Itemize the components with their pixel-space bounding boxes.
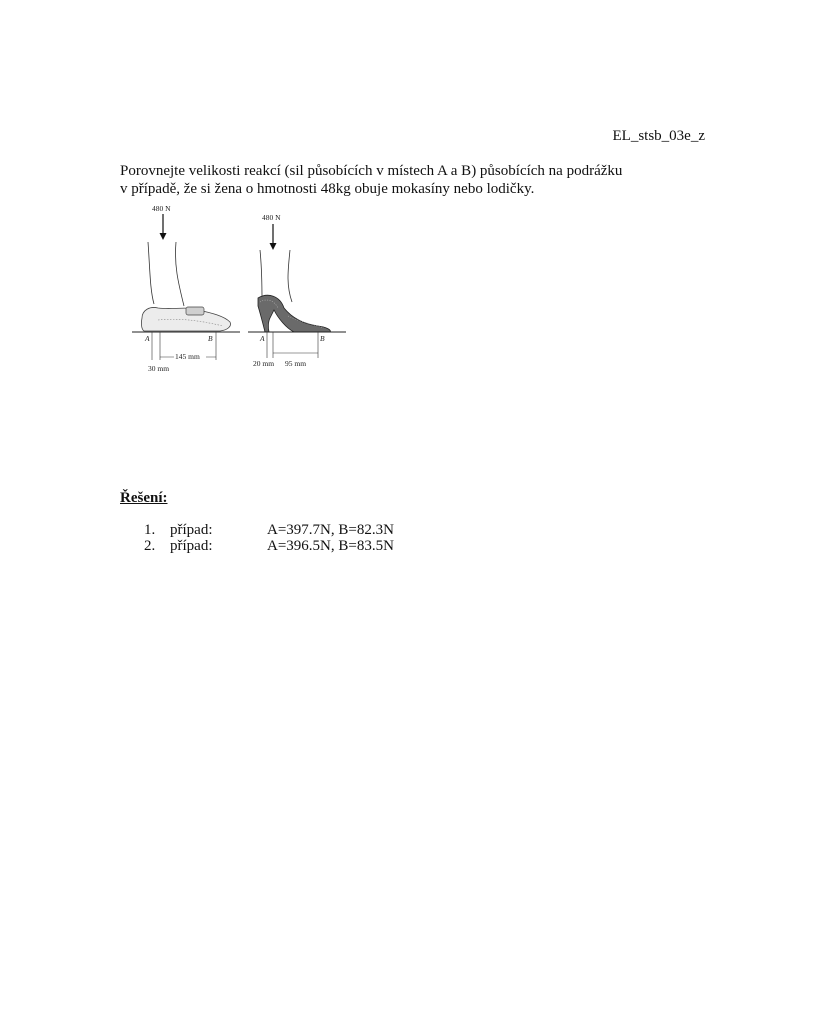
left-force-arrowhead bbox=[160, 233, 167, 240]
right-force-label: 480 N bbox=[262, 213, 281, 222]
right-force-arrowhead bbox=[270, 243, 277, 250]
result-item bbox=[144, 522, 394, 538]
left-point-b: B bbox=[208, 334, 213, 343]
pump-drawing bbox=[248, 213, 346, 368]
task-text bbox=[120, 162, 720, 198]
loafer-strap bbox=[186, 307, 204, 315]
result-case: případ: bbox=[170, 522, 213, 538]
shoe-diagram bbox=[128, 200, 368, 380]
left-point-a: A bbox=[145, 334, 150, 343]
document-id: EL_stsb_03e_z bbox=[612, 128, 705, 144]
right-point-a: A bbox=[260, 334, 265, 343]
shoe-figure bbox=[128, 200, 368, 380]
left-dim-short: 30 mm bbox=[148, 364, 170, 373]
task-line-1: Porovnejte velikosti reakcí (sil působících v místech A a B) působících na podrážku bbox=[120, 163, 623, 179]
result-value: A=396.5N, B=83.5N bbox=[267, 538, 394, 554]
result-number: 2. bbox=[144, 538, 156, 554]
right-dim-long: 95 mm bbox=[285, 359, 307, 368]
result-case: případ: bbox=[170, 538, 213, 554]
solution-heading: Řešení: bbox=[120, 490, 168, 506]
results-list bbox=[144, 522, 394, 554]
left-dim-long: 145 mm bbox=[175, 352, 200, 361]
result-value: A=397.7N, B=82.3N bbox=[267, 522, 394, 538]
right-dim-short: 20 mm bbox=[253, 359, 275, 368]
left-force-label: 480 N bbox=[152, 204, 171, 213]
loafer-drawing bbox=[132, 204, 240, 373]
right-point-b: B bbox=[320, 334, 325, 343]
task-line-2: v případě, že si žena o hmotnosti 48kg obuje mokasíny nebo lodičky. bbox=[120, 181, 535, 197]
result-number: 1. bbox=[144, 522, 156, 538]
result-item bbox=[144, 538, 394, 554]
